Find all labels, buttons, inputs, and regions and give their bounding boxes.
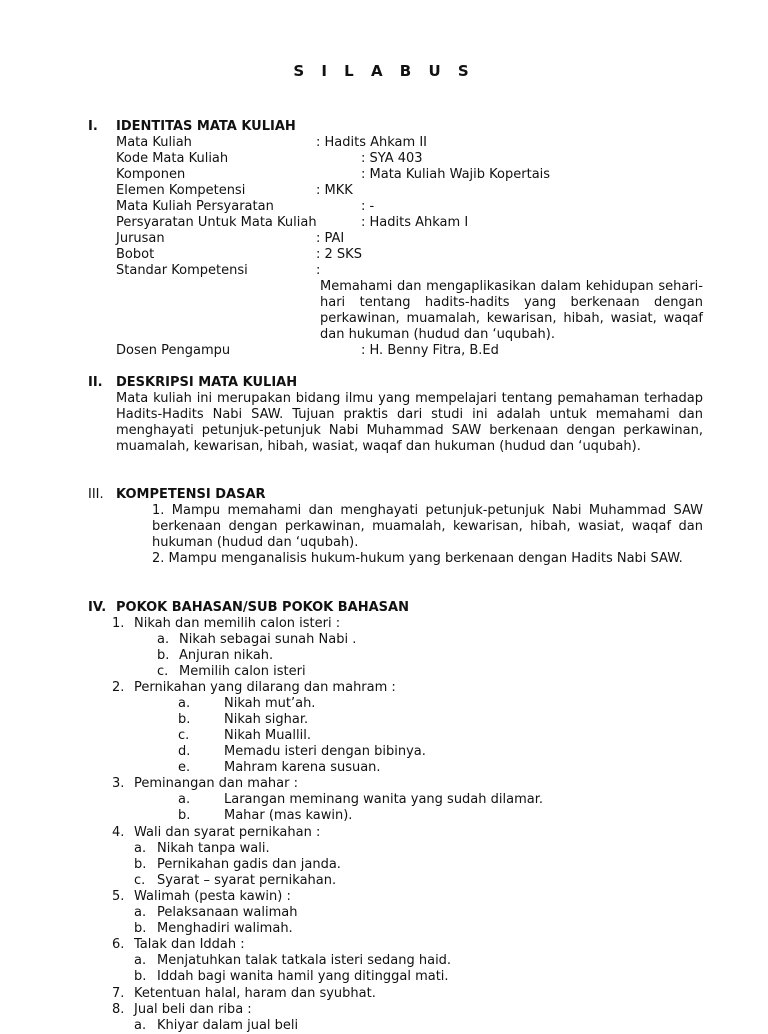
identity-label-komponen: Komponen [116,167,186,182]
topic-7-label: Ketentuan halal, haram dan syubhat. [134,986,376,1001]
page-title: S I L A B U S [293,62,475,80]
topic-8-sub-a-letter: a. [134,1018,147,1033]
topic-5-number: 5. [112,889,125,904]
topic-2-sub-e-letter: e. [178,760,191,775]
section-1-number: I. [88,119,98,134]
section-3-number: III. [88,487,104,502]
topic-4-sub-a: Nikah tanpa wali. [157,841,270,856]
topic-2-sub-b: Nikah sighar. [224,712,309,727]
topic-6-sub-b: Iddah bagi wanita hamil yang ditinggal mati. [157,969,449,984]
identity-value-dosen: : H. Benny Fitra, B.Ed [361,343,499,358]
topic-2-sub-b-letter: b. [178,712,191,727]
identity-value-kode: : SYA 403 [361,151,423,166]
topic-2-sub-a-letter: a. [178,696,191,711]
topic-6-sub-a-letter: a. [134,953,147,968]
competency-item-2 [152,551,703,567]
identity-label-persyaratan-untuk: Persyaratan Untuk Mata Kuliah [116,215,317,230]
topic-2-label: Pernikahan yang dilarang dan mahram : [134,680,396,695]
identity-value-jurusan: : PAI [316,231,345,246]
topic-4-label: Wali dan syarat pernikahan : [134,825,321,840]
topic-2-sub-e: Mahram karena susuan. [224,760,381,775]
topic-5-sub-b: Menghadiri walimah. [157,921,293,936]
identity-label-elemen: Elemen Kompetensi [116,183,246,198]
competency-item-1-text: 1. Mampu memahami dan menghayati petunjuk-petunjuk Nabi Muhammad SAW berkenaan dengan perkawinan, muamalah, kewarisan, hibah, wasiat, waqaf dan hukuman (hudud dan ‘uqubah). [152,503,703,550]
topic-1-sub-a-letter: a. [157,632,170,647]
topic-1-sub-a: Nikah sebagai sunah Nabi . [179,632,357,647]
section-3-heading: KOMPETENSI DASAR [116,487,266,502]
topic-8-sub-a: Khiyar dalam jual beli [157,1018,299,1033]
identity-label-kode: Kode Mata Kuliah [116,151,229,166]
identity-value-elemen: : MKK [316,183,353,198]
identity-label-mata-kuliah: Mata Kuliah [116,135,192,150]
topic-4-sub-b-letter: b. [134,857,147,872]
topic-2-sub-c: Nikah Muallil. [224,728,311,743]
topic-1-sub-c: Memilih calon isteri [179,664,306,679]
topic-2-sub-d: Memadu isteri dengan bibinya. [224,744,426,759]
identity-label-prasyarat: Mata Kuliah Persyaratan [116,199,274,214]
identity-value-mata-kuliah: : Hadits Ahkam II [316,135,427,150]
section-2-number: II. [88,375,103,390]
identity-label-standar: Standar Kompetensi [116,263,248,278]
standar-kompetensi-text: Memahami dan mengaplikasikan dalam kehidupan sehari-hari tentang hadits-hadits yang berkenaan dengan perkawinan, muamalah, kewarisan, hibah, wasiat, waqaf dan hukuman (hudud dan ‘uqubah). [320,279,703,342]
identity-label-dosen: Dosen Pengampu [116,343,231,358]
section-1-heading: IDENTITAS MATA KULIAH [116,119,296,134]
topic-4-sub-a-letter: a. [134,841,147,856]
topic-4-sub-b: Pernikahan gadis dan janda. [157,857,341,872]
topic-1-sub-b-letter: b. [157,648,170,663]
topic-2-sub-a: Nikah mut’ah. [224,696,316,711]
topic-3-sub-b-letter: b. [178,808,191,823]
topic-1-sub-b: Anjuran nikah. [179,648,274,663]
topic-1-sub-c-letter: c. [157,664,169,679]
topic-6-sub-a: Menjatuhkan talak tatkala isteri sedang haid. [157,953,452,968]
course-description: Mata kuliah ini merupakan bidang ilmu yang mempelajari tentang pemahaman terhadap Hadits-Hadits Nabi SAW. Tujuan praktis dari studi ini adalah untuk memahami dan menghayati petunjuk-petunjuk Nabi Muhammad SAW berkenaan dengan perkawinan, muamalah, kewarisan, hibah, wasiat, waqaf dan hukuman (hudud dan ‘uqubah). [116,391,703,454]
topic-3-sub-b: Mahar (mas kawin). [224,808,353,823]
topic-8-label: Jual beli dan riba : [134,1002,252,1017]
topic-8-number: 8. [112,1002,125,1017]
section-4-heading: POKOK BAHASAN/SUB POKOK BAHASAN [116,600,409,615]
topic-4-number: 4. [112,825,125,840]
identity-value-standar-colon: : [316,263,321,278]
topic-5-sub-b-letter: b. [134,921,147,936]
topic-7-number: 7. [112,986,125,1001]
identity-label-bobot: Bobot [116,247,155,262]
identity-value-persyaratan-untuk: : Hadits Ahkam I [361,215,469,230]
topic-5-sub-a: Pelaksanaan walimah [157,905,298,920]
topic-4-sub-c: Syarat – syarat pernikahan. [157,873,337,888]
topic-3-sub-a: Larangan meminang wanita yang sudah dilamar. [224,792,544,807]
topic-2-number: 2. [112,680,125,695]
identity-label-jurusan: Jurusan [116,231,165,246]
topic-5-label: Walimah (pesta kawin) : [134,889,291,904]
topic-6-label: Talak dan Iddah : [134,937,245,952]
topic-2-sub-c-letter: c. [178,728,190,743]
section-2-heading: DESKRIPSI MATA KULIAH [116,375,298,390]
section-4-number: IV. [88,600,107,615]
topic-5-sub-a-letter: a. [134,905,147,920]
topic-1-label: Nikah dan memilih calon isteri : [134,616,341,631]
identity-value-prasyarat: : - [361,199,375,214]
competency-item-1 [152,503,703,551]
topic-6-sub-b-letter: b. [134,969,147,984]
topic-4-sub-c-letter: c. [134,873,146,888]
topic-3-number: 3. [112,776,125,791]
topic-6-number: 6. [112,937,125,952]
identity-value-komponen: : Mata Kuliah Wajib Kopertais [361,167,551,182]
competency-item-2-text: 2. Mampu menganalisis hukum-hukum yang berkenaan dengan Hadits Nabi SAW. [152,551,683,566]
topic-3-sub-a-letter: a. [178,792,191,807]
topic-2-sub-d-letter: d. [178,744,191,759]
topic-3-label: Peminangan dan mahar : [134,776,298,791]
topic-1-number: 1. [112,616,125,631]
identity-value-bobot: : 2 SKS [316,247,362,262]
